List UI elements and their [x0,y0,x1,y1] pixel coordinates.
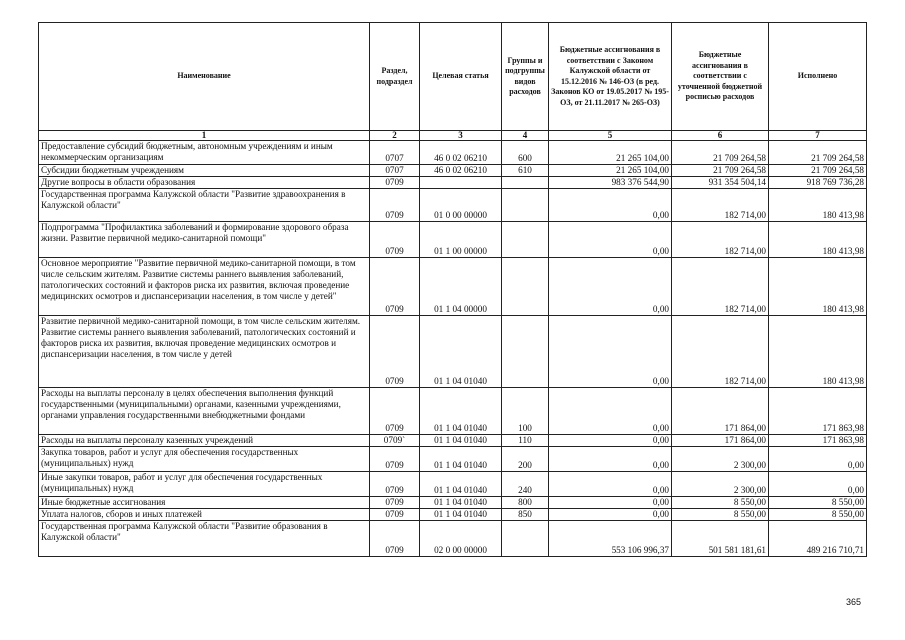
row-target: 01 1 04 01040 [420,472,502,497]
row-group [502,177,549,189]
row-executed-amount: 180 413,98 [769,316,867,388]
header-law: Бюджетные ассигнования в соответствии с Законом Калужской области от 15.12.2016 № 146-ОЗ (в ред. Законов КО от 19.05.2017 № 195-ОЗ, от 21.11.2017 № 265-ОЗ) [549,23,672,131]
row-name: Иные закупки товаров, работ и услуг для обеспечения государственных (муниципальных) нужд [39,472,370,497]
table-row [39,435,867,447]
row-target: 01 0 00 00000 [420,189,502,222]
row-section: 0707 [370,165,420,177]
table-row [39,509,867,521]
row-section: 0709 [370,258,420,316]
column-number: 1 [39,131,370,141]
column-number: 7 [769,131,867,141]
table-row [39,521,867,557]
column-number: 2 [370,131,420,141]
row-refined-amount: 182 714,00 [672,189,769,222]
column-number: 6 [672,131,769,141]
page-number: 365 [846,597,862,607]
row-refined-amount: 171 864,00 [672,435,769,447]
row-name: Расходы на выплаты персоналу в целях обеспечения выполнения функций государственными (муниципальными) органами, казенными учреждениями, органами управления государственными внебюджетными фондами [39,388,370,435]
table-row [39,189,867,222]
row-section: 0709 [370,388,420,435]
row-law-amount: 21 265 104,00 [549,165,672,177]
row-executed-amount: 8 550,00 [769,497,867,509]
row-target: 01 1 00 00000 [420,222,502,258]
row-law-amount: 0,00 [549,497,672,509]
column-number: 4 [502,131,549,141]
row-target: 01 1 04 01040 [420,388,502,435]
row-section: 0709 [370,521,420,557]
row-executed-amount: 0,00 [769,447,867,472]
column-number: 5 [549,131,672,141]
column-number-row [39,131,867,141]
row-target: 01 1 04 01040 [420,509,502,521]
row-refined-amount: 2 300,00 [672,447,769,472]
row-refined-amount: 21 709 264,58 [672,165,769,177]
row-target: 01 1 04 01040 [420,497,502,509]
row-target: 02 0 00 00000 [420,521,502,557]
row-name: Уплата налогов, сборов и иных платежей [39,509,370,521]
row-group: 240 [502,472,549,497]
row-refined-amount: 8 550,00 [672,497,769,509]
row-group [502,316,549,388]
row-executed-amount: 171 863,98 [769,388,867,435]
row-name: Развитие первичной медико-санитарной помощи, в том числе сельским жителям. Развитие системы раннего выявления заболеваний, патологических состояний и факторов риска их развития, включая проведение медицинских осмотров и диспансеризации населения, в том числе у детей [39,316,370,388]
row-name: Расходы на выплаты персоналу казенных учреждений [39,435,370,447]
row-name: Иные бюджетные ассигнования [39,497,370,509]
row-name: Основное мероприятие "Развитие первичной медико-санитарной помощи, в том числе сельским жителям. Развитие системы раннего выявления заболеваний, патологических состояний и факторов риска их развития, включая проведение медицинских осмотров и диспансеризации населения, в том числе у детей" [39,258,370,316]
row-group [502,189,549,222]
row-section: 0707 [370,141,420,165]
row-law-amount: 0,00 [549,222,672,258]
row-refined-amount: 931 354 504,14 [672,177,769,189]
row-refined-amount: 182 714,00 [672,258,769,316]
row-group: 610 [502,165,549,177]
row-section: 0709 [370,447,420,472]
row-section: 0709 [370,189,420,222]
row-executed-amount: 171 863,98 [769,435,867,447]
row-target: 46 0 02 06210 [420,141,502,165]
row-executed-amount: 21 709 264,58 [769,141,867,165]
row-group: 200 [502,447,549,472]
row-section: 0709 [370,497,420,509]
row-law-amount: 0,00 [549,447,672,472]
row-name: Предоставление субсидий бюджетным, автономным учреждениям и иным некоммерческим организациям [39,141,370,165]
table-row [39,388,867,435]
row-section: 0709 [370,472,420,497]
row-executed-amount: 489 216 710,71 [769,521,867,557]
row-executed-amount: 918 769 736,28 [769,177,867,189]
row-executed-amount: 180 413,98 [769,189,867,222]
row-law-amount: 983 376 544,90 [549,177,672,189]
row-refined-amount: 182 714,00 [672,316,769,388]
table-row [39,258,867,316]
table-row [39,447,867,472]
row-executed-amount: 0,00 [769,472,867,497]
row-group: 100 [502,388,549,435]
row-executed-amount: 21 709 264,58 [769,165,867,177]
row-executed-amount: 8 550,00 [769,509,867,521]
row-section: 0709 [370,222,420,258]
table-row [39,497,867,509]
row-group [502,222,549,258]
header-name: Наименование [39,23,370,131]
row-group: 110 [502,435,549,447]
row-refined-amount: 21 709 264,58 [672,141,769,165]
row-refined-amount: 2 300,00 [672,472,769,497]
row-name: Другие вопросы в области образования [39,177,370,189]
header-executed: Исполнено [769,23,867,131]
row-law-amount: 0,00 [549,509,672,521]
table-row [39,165,867,177]
row-refined-amount: 501 581 181,61 [672,521,769,557]
row-executed-amount: 180 413,98 [769,258,867,316]
row-group: 850 [502,509,549,521]
row-target [420,177,502,189]
row-law-amount: 0,00 [549,189,672,222]
row-target: 01 1 04 01040 [420,435,502,447]
row-law-amount: 0,00 [549,316,672,388]
row-refined-amount: 8 550,00 [672,509,769,521]
row-name: Закупка товаров, работ и услуг для обеспечения государственных (муниципальных) нужд [39,447,370,472]
row-section: 0709 [370,177,420,189]
column-number: 3 [420,131,502,141]
row-target: 01 1 04 01040 [420,447,502,472]
row-law-amount: 0,00 [549,258,672,316]
row-law-amount: 21 265 104,00 [549,141,672,165]
table-row [39,177,867,189]
table-row [39,472,867,497]
row-section: 0709 [370,509,420,521]
row-name: Подпрограмма "Профилактика заболеваний и формирование здорового образа жизни. Развитие первичной медико-санитарной помощи" [39,222,370,258]
row-group: 600 [502,141,549,165]
row-law-amount: 553 106 996,37 [549,521,672,557]
row-executed-amount: 180 413,98 [769,222,867,258]
header-target: Целевая статья [420,23,502,131]
header-section: Раздел, подраздел [370,23,420,131]
row-law-amount: 0,00 [549,435,672,447]
table-row [39,222,867,258]
row-law-amount: 0,00 [549,472,672,497]
row-law-amount: 0,00 [549,388,672,435]
header-groups: Группы и подгруппы видов расходов [502,23,549,131]
table-row [39,141,867,165]
header-refined: Бюджетные ассигнования в соответствии с уточненной бюджетной росписью расходов [672,23,769,131]
row-target: 01 1 04 00000 [420,258,502,316]
row-target: 01 1 04 01040 [420,316,502,388]
row-refined-amount: 171 864,00 [672,388,769,435]
row-refined-amount: 182 714,00 [672,222,769,258]
row-group [502,258,549,316]
row-target: 46 0 02 06210 [420,165,502,177]
row-name: Субсидии бюджетным учреждениям [39,165,370,177]
table-row [39,316,867,388]
row-group [502,521,549,557]
row-name: Государственная программа Калужской области "Развитие здравоохранения в Калужской области" [39,189,370,222]
row-name: Государственная программа Калужской области "Развитие образования в Калужской области" [39,521,370,557]
row-group: 800 [502,497,549,509]
budget-table [38,22,867,557]
row-section: 0709` [370,435,420,447]
row-section: 0709 [370,316,420,388]
